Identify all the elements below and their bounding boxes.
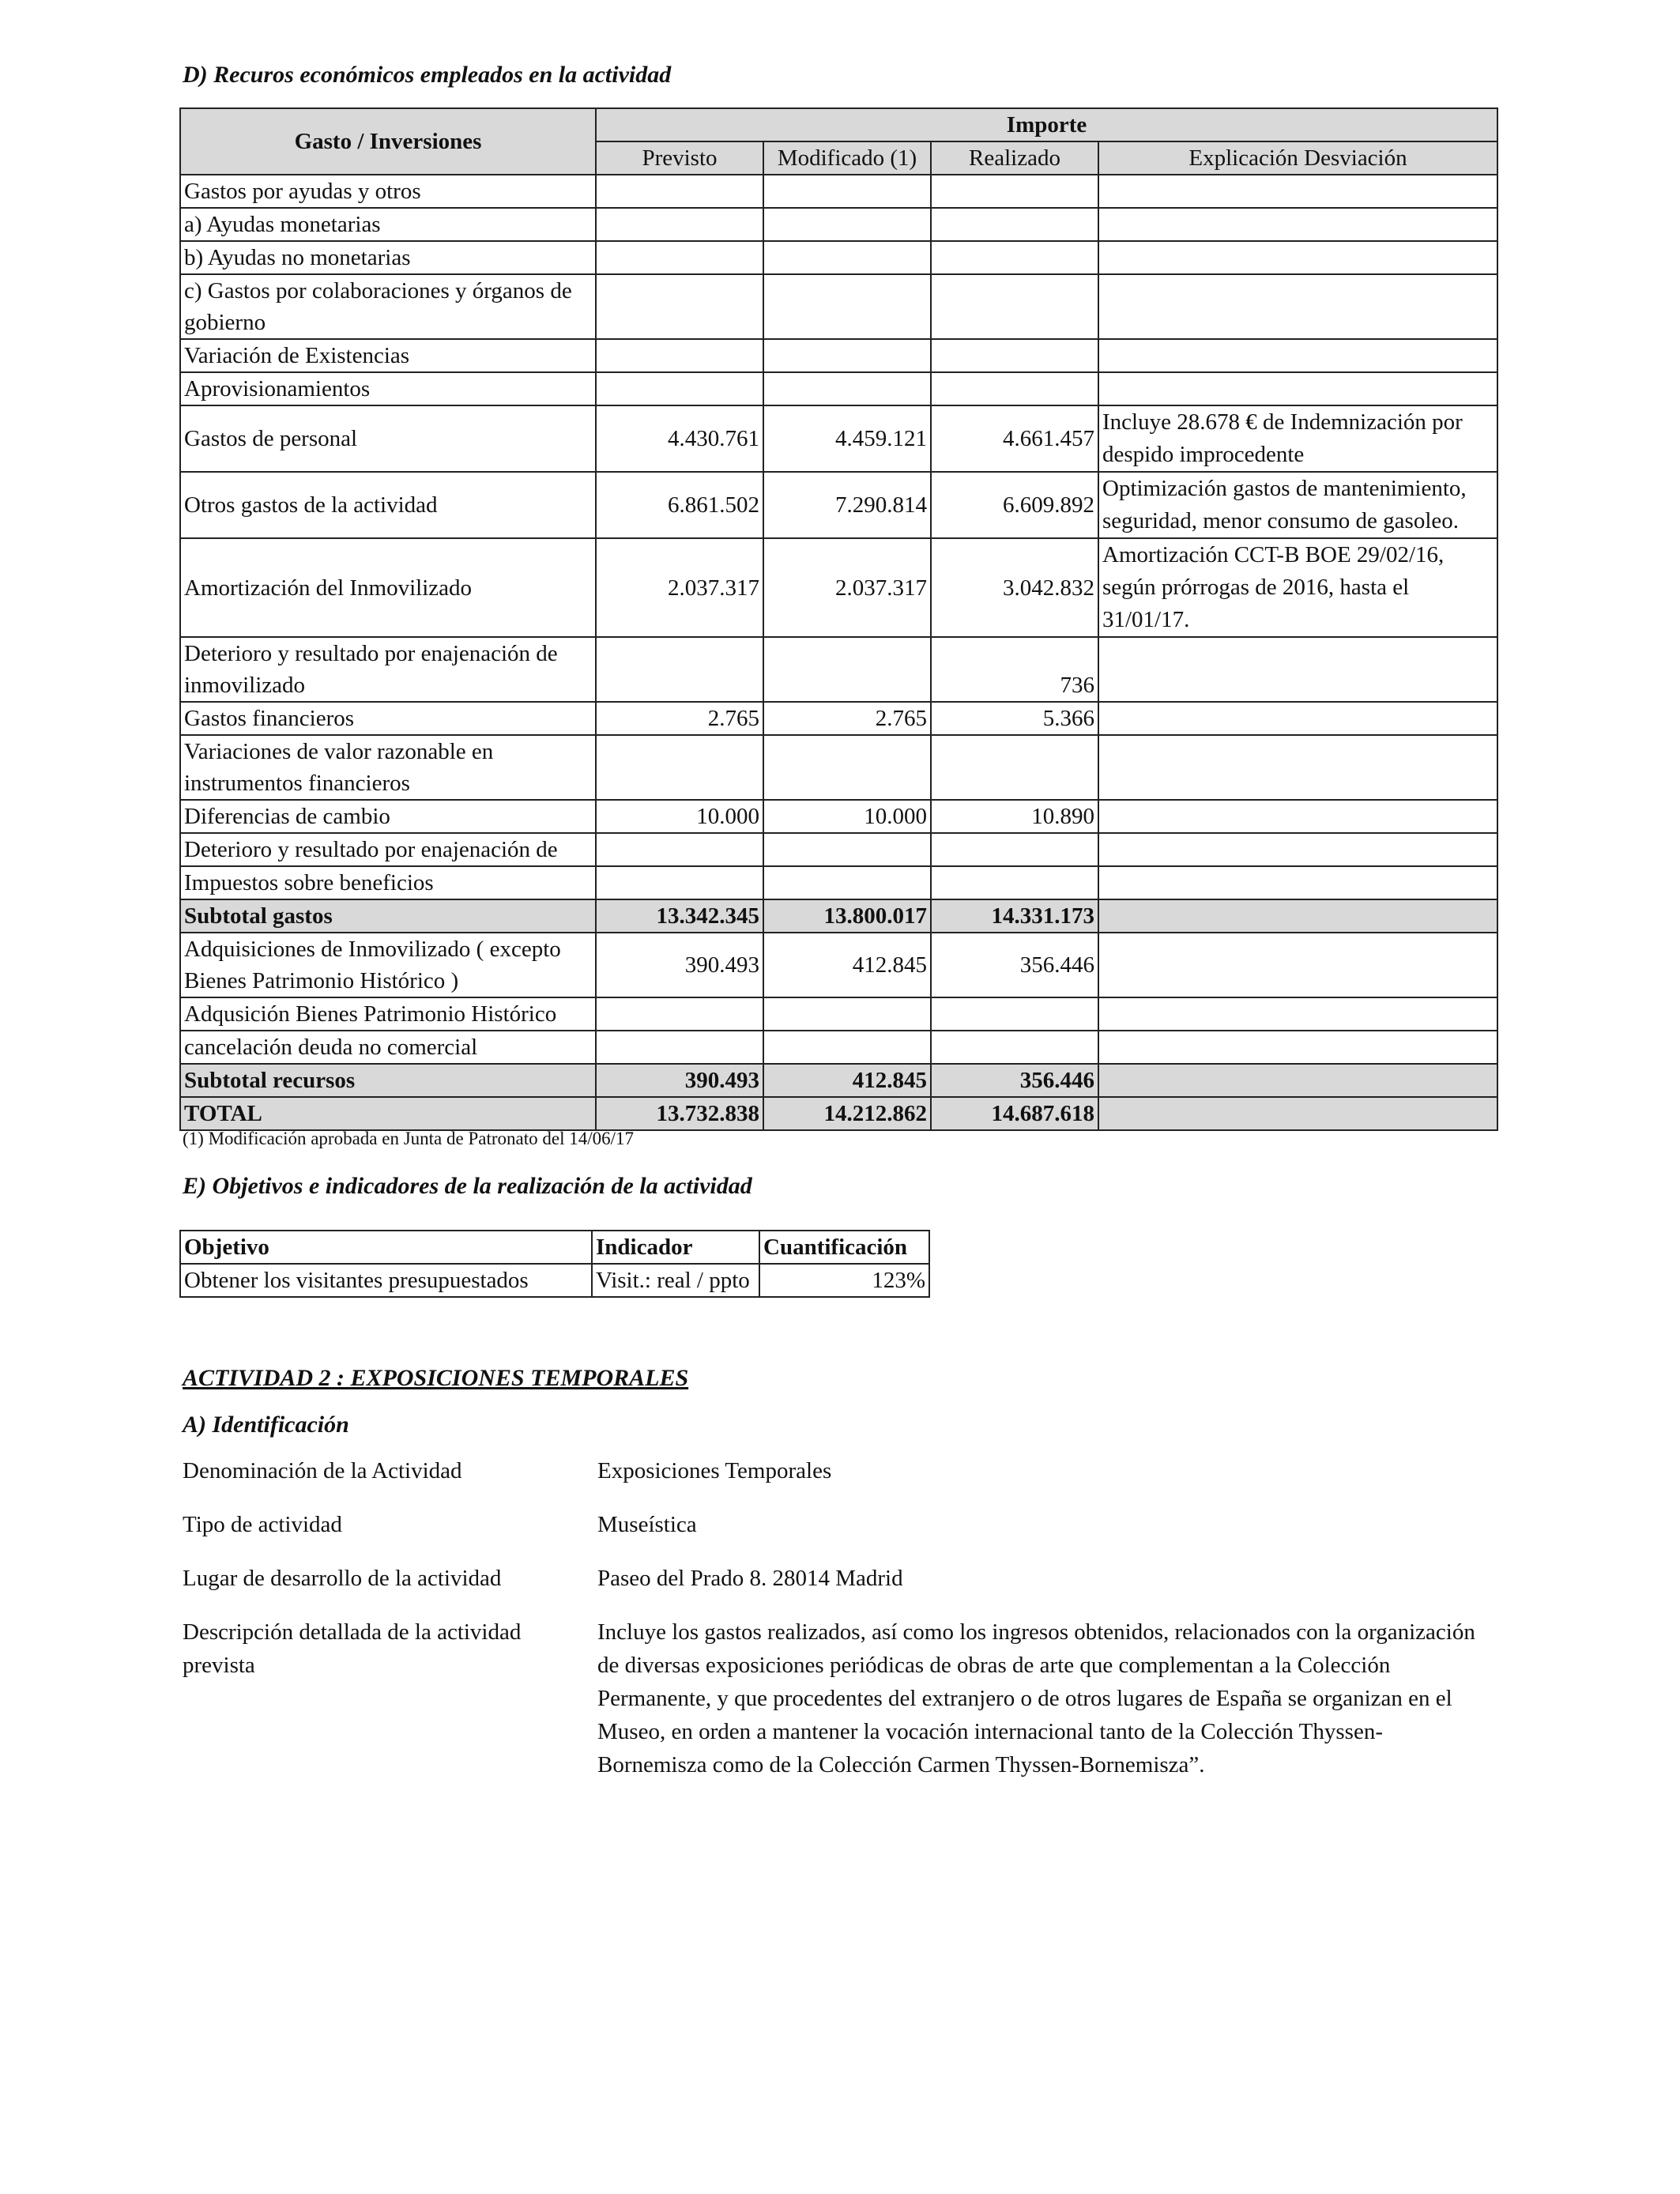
row-label: Impuestos sobre beneficios (180, 866, 596, 899)
cell-realizado (931, 175, 1098, 208)
table-row (180, 538, 1497, 637)
cell-explicacion (1098, 933, 1497, 997)
cell-previsto: 2.037.317 (596, 538, 763, 637)
table-row (180, 800, 1497, 833)
cell-previsto (596, 833, 763, 866)
cell-realizado: 356.446 (931, 1064, 1098, 1097)
cell-explicacion: Optimización gastos de mantenimiento, seguridad, menor consumo de gasoleo. (1098, 472, 1497, 538)
table-row (180, 833, 1497, 866)
header-indicador: Indicador (592, 1231, 759, 1264)
cell-explicacion (1098, 637, 1497, 702)
ident-label: Descripción detallada de la actividad prevista (183, 1619, 522, 1678)
cell-modificado (763, 339, 931, 372)
table-row (180, 997, 1497, 1031)
cell-realizado: 10.890 (931, 800, 1098, 833)
cell-modificado (763, 1031, 931, 1064)
cell-previsto (596, 997, 763, 1031)
cell-previsto (596, 866, 763, 899)
row-label: b) Ayudas no monetarias (180, 241, 596, 274)
row-label: Deterioro y resultado por enajenación de (180, 833, 596, 866)
row-label: Gastos financieros (180, 702, 596, 735)
cell-previsto (596, 372, 763, 405)
cell-previsto: 390.493 (596, 933, 763, 997)
ident-label: Denominación de la Actividad (183, 1458, 462, 1483)
cell-modificado: 412.845 (763, 933, 931, 997)
cell-previsto (596, 637, 763, 702)
cell-realizado: 14.331.173 (931, 899, 1098, 933)
cell-realizado (931, 274, 1098, 339)
ident-value: Paseo del Prado 8. 28014 Madrid (597, 1566, 903, 1591)
header-realizado: Realizado (931, 141, 1098, 175)
table-row (180, 372, 1497, 405)
cell-realizado (931, 997, 1098, 1031)
cell-previsto (596, 241, 763, 274)
cell-previsto: 4.430.761 (596, 405, 763, 472)
row-label: c) Gastos por colaboraciones y órganos de gobierno (180, 274, 596, 339)
activity-2-title: ACTIVIDAD 2 : EXPOSICIONES TEMPORALES (183, 1365, 689, 1391)
cell-explicacion: Amortización CCT-B BOE 29/02/16, según prórrogas de 2016, hasta el 31/01/17. (1098, 538, 1497, 637)
cell-cuantificacion: 123% (759, 1264, 929, 1297)
objectives-table (179, 1230, 930, 1298)
expenses-table (179, 107, 1498, 1131)
cell-realizado: 6.609.892 (931, 472, 1098, 538)
identification-title: A) Identificación (183, 1412, 349, 1438)
table-row (180, 175, 1497, 208)
cell-modificado (763, 241, 931, 274)
table-row (180, 933, 1497, 997)
cell-explicacion (1098, 702, 1497, 735)
cell-modificado: 10.000 (763, 800, 931, 833)
cell-modificado: 2.765 (763, 702, 931, 735)
row-label: Gastos de personal (180, 405, 596, 472)
cell-modificado (763, 637, 931, 702)
cell-previsto (596, 208, 763, 241)
cell-previsto: 10.000 (596, 800, 763, 833)
row-label: a) Ayudas monetarias (180, 208, 596, 241)
cell-modificado: 7.290.814 (763, 472, 931, 538)
cell-modificado (763, 735, 931, 800)
header-modificado: Modificado (1) (763, 141, 931, 175)
header-objetivo: Objetivo (180, 1231, 592, 1264)
row-label: Aprovisionamientos (180, 372, 596, 405)
cell-previsto: 13.732.838 (596, 1097, 763, 1130)
total-row (180, 1097, 1497, 1130)
subtotal-gastos-row (180, 899, 1497, 933)
table-row (180, 208, 1497, 241)
cell-previsto: 390.493 (596, 1064, 763, 1097)
row-label: Variación de Existencias (180, 339, 596, 372)
header-cuantificacion: Cuantificación (759, 1231, 929, 1264)
header-importe: Importe (596, 108, 1497, 141)
cell-explicacion (1098, 1031, 1497, 1064)
cell-realizado (931, 735, 1098, 800)
cell-realizado: 5.366 (931, 702, 1098, 735)
cell-previsto (596, 735, 763, 800)
cell-explicacion (1098, 339, 1497, 372)
cell-realizado: 3.042.832 (931, 538, 1098, 637)
cell-realizado (931, 1031, 1098, 1064)
row-label: Deterioro y resultado por enajenación de inmovilizado (180, 637, 596, 702)
row-label: Gastos por ayudas y otros (180, 175, 596, 208)
cell-realizado (931, 241, 1098, 274)
cell-modificado (763, 372, 931, 405)
row-label: Variaciones de valor razonable en instrumentos financieros (180, 735, 596, 800)
cell-realizado (931, 866, 1098, 899)
subtotal-recursos-row (180, 1064, 1497, 1097)
table-row (180, 241, 1497, 274)
cell-explicacion (1098, 175, 1497, 208)
cell-explicacion (1098, 997, 1497, 1031)
row-label: Amortización del Inmovilizado (180, 538, 596, 637)
cell-realizado (931, 833, 1098, 866)
cell-explicacion (1098, 800, 1497, 833)
cell-modificado (763, 175, 931, 208)
row-label: cancelación deuda no comercial (180, 1031, 596, 1064)
cell-modificado: 4.459.121 (763, 405, 931, 472)
cell-previsto (596, 339, 763, 372)
cell-explicacion: Incluye 28.678 € de Indemnización por despido improcedente (1098, 405, 1497, 472)
cell-previsto: 6.861.502 (596, 472, 763, 538)
table-row (180, 702, 1497, 735)
cell-modificado: 14.212.862 (763, 1097, 931, 1130)
row-label: Adquisiciones de Inmovilizado ( excepto Bienes Patrimonio Histórico ) (180, 933, 596, 997)
row-label: TOTAL (180, 1097, 596, 1130)
cell-modificado (763, 833, 931, 866)
ident-label: Tipo de actividad (183, 1512, 342, 1537)
cell-explicacion (1098, 274, 1497, 339)
ident-value: Exposiciones Temporales (597, 1458, 832, 1483)
header-gasto: Gasto / Inversiones (180, 108, 596, 175)
ident-value: Museística (597, 1512, 697, 1537)
cell-previsto: 13.342.345 (596, 899, 763, 933)
row-label: Diferencias de cambio (180, 800, 596, 833)
cell-modificado (763, 866, 931, 899)
table-row (180, 866, 1497, 899)
cell-previsto (596, 175, 763, 208)
row-label: Subtotal gastos (180, 899, 596, 933)
table-row (180, 339, 1497, 372)
cell-realizado (931, 339, 1098, 372)
table-row (180, 735, 1497, 800)
row-label: Otros gastos de la actividad (180, 472, 596, 538)
table-footnote: (1) Modificación aprobada en Junta de Patronato del 14/06/17 (183, 1129, 635, 1148)
cell-previsto: 2.765 (596, 702, 763, 735)
cell-realizado (931, 372, 1098, 405)
cell-modificado: 412.845 (763, 1064, 931, 1097)
cell-explicacion (1098, 833, 1497, 866)
row-label: Subtotal recursos (180, 1064, 596, 1097)
table-row (180, 637, 1497, 702)
cell-modificado (763, 274, 931, 339)
section-e-title: E) Objetivos e indicadores de la realización de la actividad (183, 1173, 752, 1199)
cell-modificado: 13.800.017 (763, 899, 931, 933)
cell-explicacion (1098, 866, 1497, 899)
cell-modificado (763, 208, 931, 241)
table-row (180, 274, 1497, 339)
cell-realizado (931, 208, 1098, 241)
header-explicacion: Explicación Desviación (1098, 141, 1497, 175)
cell-explicacion (1098, 1064, 1497, 1097)
cell-realizado: 14.687.618 (931, 1097, 1098, 1130)
cell-realizado: 736 (931, 637, 1098, 702)
cell-indicador: Visit.: real / ppto (592, 1264, 759, 1297)
ident-value: Incluye los gastos realizados, así como los ingresos obtenidos, relacionados con la organización de diversas exposiciones periódicas de obras de arte que complementan a la Colección Permanente, y que procedentes del extranjero o de otros lugares de España se organizan en el Museo, en orden a mantener la vocación internacional tanto de la Colección Thyssen-Bornemisza como de la Colección Carmen Thyssen-Bornemisza”. (597, 1619, 1475, 1777)
cell-explicacion (1098, 241, 1497, 274)
cell-explicacion (1098, 208, 1497, 241)
table-row (180, 1031, 1497, 1064)
section-d-title: D) Recuros económicos empleados en la actividad (183, 62, 672, 88)
cell-modificado (763, 997, 931, 1031)
cell-objetivo: Obtener los visitantes presupuestados (180, 1264, 592, 1297)
table-row (180, 472, 1497, 538)
cell-explicacion (1098, 1097, 1497, 1130)
cell-explicacion (1098, 899, 1497, 933)
ident-label: Lugar de desarrollo de la actividad (183, 1566, 502, 1591)
cell-explicacion (1098, 372, 1497, 405)
table-row (180, 1264, 929, 1297)
cell-explicacion (1098, 735, 1497, 800)
table-row (180, 405, 1497, 472)
cell-previsto (596, 274, 763, 339)
cell-realizado: 356.446 (931, 933, 1098, 997)
cell-realizado: 4.661.457 (931, 405, 1098, 472)
cell-modificado: 2.037.317 (763, 538, 931, 637)
header-previsto: Previsto (596, 141, 763, 175)
row-label: Adqusición Bienes Patrimonio Histórico (180, 997, 596, 1031)
cell-previsto (596, 1031, 763, 1064)
